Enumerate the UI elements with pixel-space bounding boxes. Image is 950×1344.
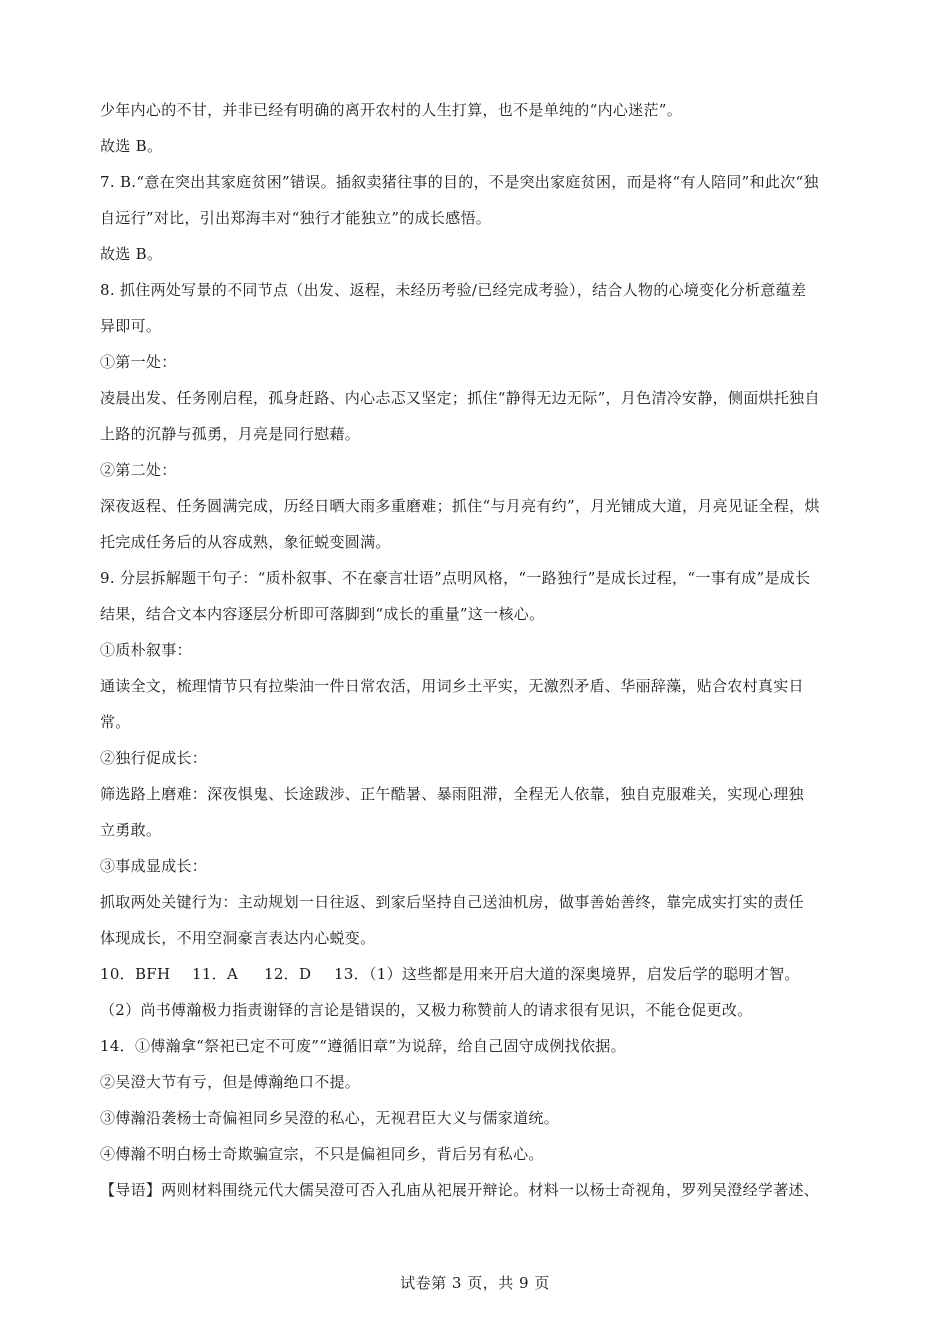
text-line: 【导语】两则材料围绕元代大儒吴澄可否入孔庙从祀展开辩论。材料一以杨士奇视角，罗列吴澄经学著述、 [100,1181,820,1199]
text-line: 故选 B。 [100,245,163,263]
text-line: 上路的沉静与孤勇，月亮是同行慰藉。 [100,425,361,443]
text-line: 异即可。 [100,317,162,335]
text-line: 凌晨出发、任务刚启程，孤身赶路、内心忐忑又坚定；抓住“静得无边无际”，月色清冷安静，侧面烘托独自 [100,389,820,407]
text-line: ②第二处： [100,461,177,479]
page-footer: 试卷第 3 页，共 9 页 [400,1274,550,1292]
text-line: 故选 B。 [100,137,163,155]
text-line: 8. 抓住两处写景的不同节点（出发、返程，未经历考验/已经完成考验），结合人物的心境变化分析意蕴差 [100,281,807,299]
text-line: 抓取两处关键行为：主动规划一日往返、到家后坚持自己送油机房，做事善始善终，靠完成实打实的责任 [100,893,804,911]
answers-row [100,956,860,992]
answer-content [100,92,860,1208]
text-line: 结果，结合文本内容逐层分析即可落脚到“成长的重量”这一核心。 [100,605,545,623]
text-line: 7. B.“意在突出其家庭贫困”错误。插叙卖猪往事的目的，不是突出家庭贫困，而是将“有人陪同”和此次“独 [100,173,819,191]
text-line: 立勇敢。 [100,821,162,839]
text-line: ②独行促成长： [100,749,208,767]
text-line: ①第一处： [100,353,177,371]
text-line: 9. 分层拆解题干句子：“质朴叙事、不在豪言壮语”点明风格，“一路独行”是成长过程，“一事有成”是成长 [100,569,811,587]
text-line: ②吴澄大节有亏，但是傅瀚绝口不提。 [100,1073,361,1091]
text-line: （2）尚书傅瀚极力指责谢铎的言论是错误的，又极力称赞前人的请求很有见识，不能仓促更改。 [100,1001,753,1019]
text-line: 筛选路上磨难：深夜惧鬼、长途跋涉、正午酷暑、暴雨阻滞，全程无人依靠，独自克服难关，实现心理独 [100,785,804,803]
text-line: ③事成显成长： [100,857,208,875]
answer-q12: 12．D [264,965,312,983]
answer-q10: 10．BFH [100,965,171,983]
text-line: 体现成长，不用空洞豪言表达内心蜕变。 [100,929,376,947]
text-line: 通读全文，梳理情节只有拉柴油一件日常农活，用词乡土平实，无激烈矛盾、华丽辞藻，贴合农村真实日 [100,677,804,695]
text-line: 自远行”对比，引出郑海丰对“独行才能独立”的成长感悟。 [100,209,492,227]
text-line: 14．①傅瀚拿“祭祀已定不可废”“遵循旧章”为说辞，给自己固守成例找依据。 [100,1037,626,1055]
answer-q11: 11．A [192,965,239,983]
text-line: ③傅瀚沿袭杨士奇偏袒同乡吴澄的私心，无视君臣大义与儒家道统。 [100,1109,560,1127]
text-line: ①质朴叙事： [100,641,192,659]
answer-q13: 13．（1）这些都是用来开启大道的深奥境界，启发后学的聪明才智。 [334,965,800,983]
text-line: 少年内心的不甘，并非已经有明确的离开农村的人生打算，也不是单纯的“内心迷茫”。 [100,101,683,119]
text-line: 深夜返程、任务圆满完成，历经日晒大雨多重磨难；抓住“与月亮有约”，月光铺成大道，月亮见证全程，烘 [100,497,820,515]
text-line: ④傅瀚不明白杨士奇欺骗宣宗，不只是偏袒同乡，背后另有私心。 [100,1145,544,1163]
text-line: 托完成任务后的从容成熟，象征蜕变圆满。 [100,533,391,551]
text-line: 常。 [100,713,131,731]
